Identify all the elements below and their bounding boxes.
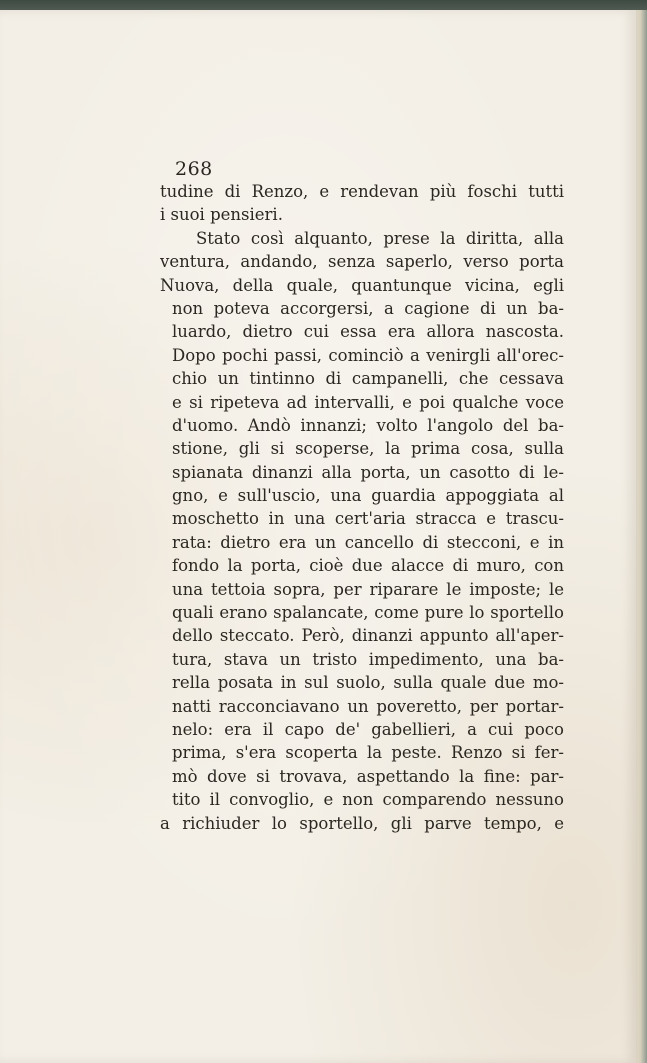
text-line: rata: dietro era un cancello di stecconi, e in: [172, 532, 564, 552]
text-line: spianata dinanzi alla porta, un casotto di le-: [172, 462, 564, 482]
text-line: moschetto in una cert'aria stracca e trascu-: [172, 509, 564, 529]
text-line: chio un tintinno di campanelli, che cessava: [172, 369, 564, 389]
text-line: non poteva accorgersi, a cagione di un ba-: [172, 298, 564, 318]
book-page: [0, 10, 637, 1063]
text-line: a richiuder lo sportello, gli parve tempo, e: [160, 813, 564, 833]
text-line: Stato così alquanto, prese la diritta, alla: [196, 228, 564, 248]
page-number: 268: [175, 158, 213, 180]
text-line: nelo: era il capo de' gabellieri, a cui poco: [172, 719, 564, 739]
text-line: gno, e sull'uscio, una guardia appoggiata al: [172, 486, 564, 506]
text-line: dello steccato. Però, dinanzi appunto all'aper-: [172, 626, 564, 646]
text-line: d'uomo. Andò innanzi; volto l'angolo del ba-: [172, 415, 564, 435]
text-line: Nuova, della quale, quantunque vicina, egli: [160, 275, 564, 295]
text-line: mò dove si trovava, aspettando la fine: par-: [172, 766, 564, 786]
text-line: una tettoia sopra, per riparare le imposte; le: [172, 579, 564, 599]
text-line: tura, stava un tristo impedimento, una ba-: [172, 649, 564, 669]
text-line: luardo, dietro cui essa era allora nascosta.: [172, 322, 564, 342]
page-text: [160, 180, 564, 835]
text-line: tudine di Renzo, e rendevan più foschi tutti: [160, 182, 564, 201]
text-line: natti racconciavano un poveretto, per portar-: [172, 696, 564, 716]
text-line: Dopo pochi passi, cominciò a venirgli all'orec-: [172, 345, 564, 365]
text-line: i suoi pensieri.: [160, 205, 283, 225]
text-line: e si ripeteva ad intervalli, e poi qualche voce: [172, 392, 564, 412]
text-line: ventura, andando, senza saperlo, verso porta: [160, 252, 564, 272]
text-line: stione, gli si scoperse, la prima cosa, sulla: [172, 439, 564, 459]
text-line: tito il convoglio, e non comparendo nessuno: [172, 790, 564, 810]
text-line: rella posata in sul suolo, sulla quale due mo-: [172, 673, 564, 693]
text-line: prima, s'era scoperta la peste. Renzo si fer-: [172, 743, 564, 763]
text-line: quali erano spalancate, come pure lo sportello: [172, 603, 564, 623]
text-line: fondo la porta, cioè due alacce di muro, con: [172, 556, 564, 576]
